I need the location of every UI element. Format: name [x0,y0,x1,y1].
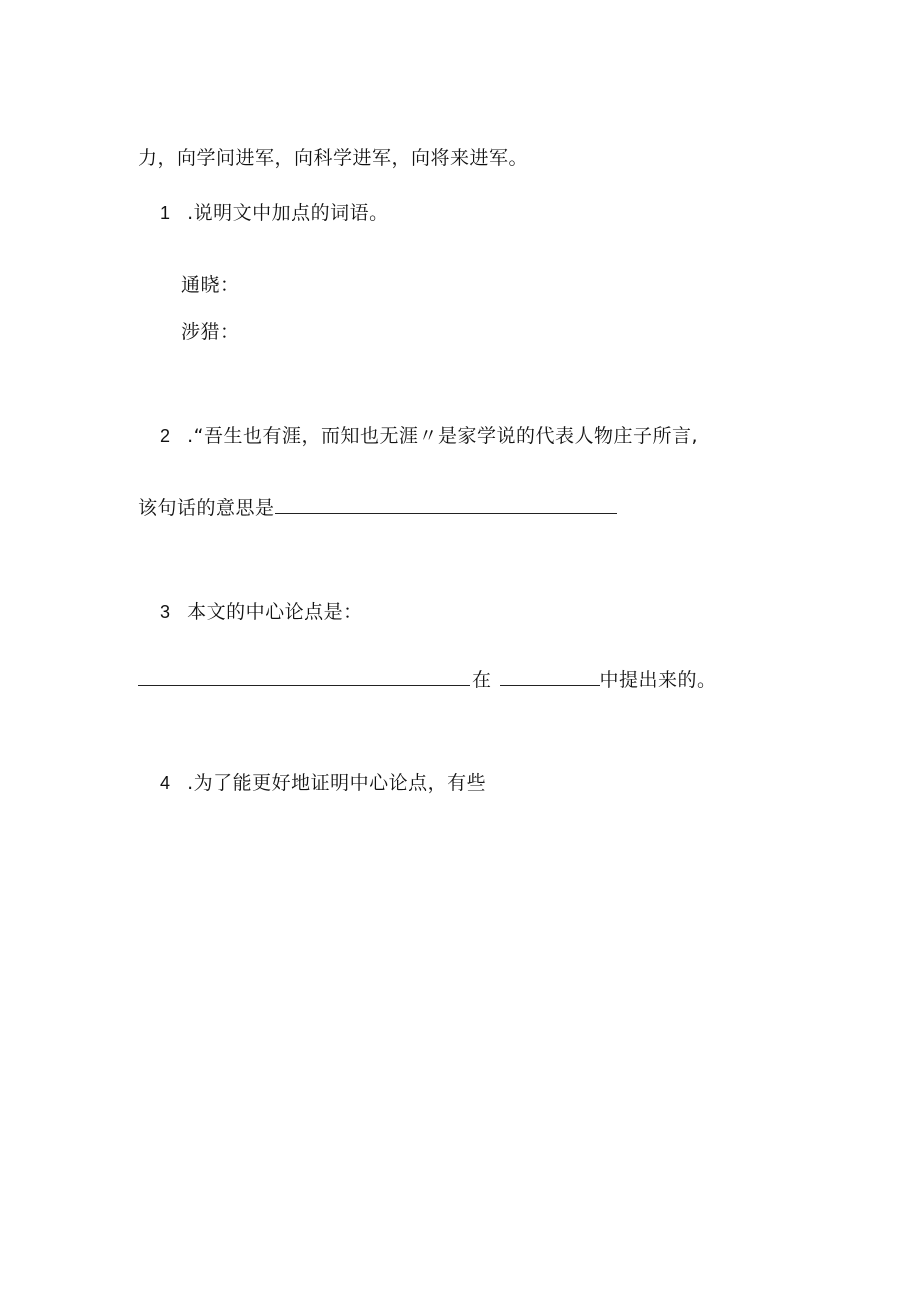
question-1-term-2 [181,320,240,344]
question-3-number: 3 [160,602,171,622]
question-4-text: .为了能更好地证明中心论点，有些 [187,772,487,794]
question-1-term-1 [181,273,240,297]
question-3-end-text: 中提出来的。 [599,669,717,691]
continuation-text: 力，向学问进军，向科学进军，向将来进军。 [138,147,529,169]
term-shelie-label: 涉猎： [181,321,240,343]
paragraph-continuation [138,146,528,170]
answer-blank-meaning[interactable] [275,495,617,514]
question-4-number: 4 [160,773,171,793]
question-4 [160,771,486,795]
question-1-text: .说明文中加点的词语。 [187,202,389,224]
answer-blank-location[interactable] [500,667,600,686]
question-2-number: 2 [160,426,171,446]
question-3 [160,600,363,624]
question-3-mid-text: 在 [472,669,492,691]
question-2-continuation-text: 该句话的意思是 [138,497,275,519]
question-3-text: 本文的中心论点是： [187,601,363,623]
question-3-answer-line [138,667,717,692]
question-2 [160,424,698,448]
question-2-text: .“吾生也有涯，而知也无涯〃是家学说的代表人物庄子所言, [187,425,698,447]
term-tongxiao-label: 通晓： [181,274,240,296]
question-2-continuation [138,495,617,520]
question-1 [160,201,389,225]
question-1-number: 1 [160,203,171,223]
answer-blank-thesis[interactable] [138,667,470,686]
